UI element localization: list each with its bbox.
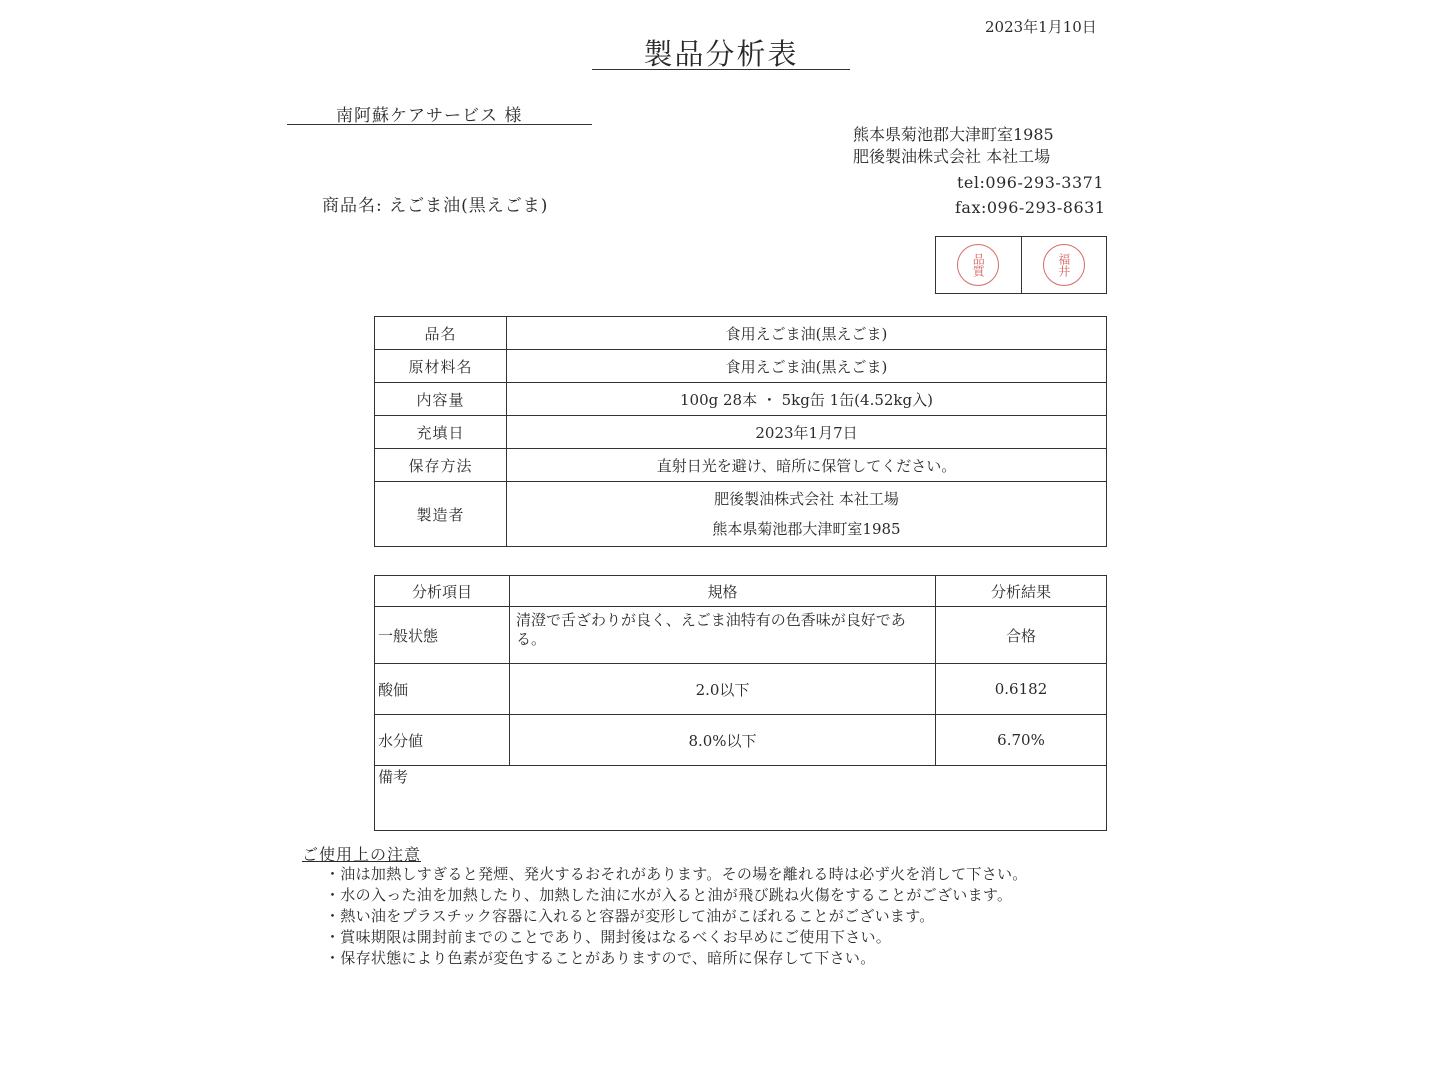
- analysis-item: 水分値: [375, 715, 510, 766]
- analysis-spec: 8.0%以下: [510, 715, 936, 766]
- document-title: 製品分析表: [643, 37, 799, 71]
- product-info-table: [374, 316, 1107, 547]
- row-value: 100g 28本 ・ 5kg缶 1缶(4.52kg入): [507, 383, 1107, 416]
- row-label: 保存方法: [375, 449, 507, 482]
- remarks-cell: 備考: [375, 766, 1107, 831]
- recipient: 南阿蘇ケアサービス 様: [336, 106, 523, 126]
- manufacturer-value: [507, 482, 1107, 547]
- header-cell: 規格: [510, 576, 936, 607]
- table-header-row: [375, 576, 1107, 607]
- row-value: 2023年1月7日: [507, 416, 1107, 449]
- notes-list: [325, 864, 1028, 969]
- row-value: 食用えごま油(黒えごま): [507, 350, 1107, 383]
- company-name: 肥後製油株式会社 本社工場: [853, 147, 1051, 166]
- row-label: 充填日: [375, 416, 507, 449]
- row-label: 原材料名: [375, 350, 507, 383]
- manufacturer-name: 肥後製油株式会社 本社工場: [714, 490, 899, 508]
- row-label: 品名: [375, 317, 507, 350]
- analysis-spec: 清澄で舌ざわりが良く、えごま油特有の色香味が良好である。: [510, 607, 936, 664]
- table-row: [375, 607, 1107, 664]
- stamp-cell-2: [1021, 237, 1107, 293]
- table-row: [375, 482, 1107, 547]
- list-item: ・水の入った油を加熱したり、加熱した油に水が入ると油が飛び跳ね火傷をすることがございます。: [325, 886, 1013, 904]
- seal-stamp-icon: 福井: [1043, 244, 1085, 286]
- header-cell: 分析項目: [375, 576, 510, 607]
- remarks-row: [375, 766, 1107, 831]
- table-row: [375, 350, 1107, 383]
- list-item: ・保存状態により色素が変色することがありますので、暗所に保存して下さい。: [325, 949, 876, 967]
- product-name-line: 商品名: えごま油(黒えごま): [322, 196, 549, 216]
- company-tel: tel:096-293-3371: [957, 173, 1105, 192]
- table-row: [375, 416, 1107, 449]
- table-row: [375, 383, 1107, 416]
- notes-title: ご使用上の注意: [302, 845, 422, 864]
- analysis-table: [374, 575, 1107, 831]
- row-label: 内容量: [375, 383, 507, 416]
- analysis-result: 合格: [936, 607, 1107, 664]
- company-address: 熊本県菊池郡大津町室1985: [853, 125, 1054, 144]
- row-value: 直射日光を避け、暗所に保管してください。: [507, 449, 1107, 482]
- contact-block: [955, 170, 1105, 220]
- stamp-cell-1: [936, 237, 1021, 293]
- analysis-result: 0.6182: [936, 664, 1107, 715]
- table-row: [375, 715, 1107, 766]
- table-row: [375, 449, 1107, 482]
- document-date: 2023年1月10日: [985, 18, 1097, 36]
- list-item: ・油は加熱しすぎると発煙、発火するおそれがあります。その場を離れる時は必ず火を消して下さい。: [325, 865, 1028, 883]
- analysis-spec: 2.0以下: [510, 664, 936, 715]
- analysis-result: 6.70%: [936, 715, 1107, 766]
- table-row: [375, 664, 1107, 715]
- company-block: [853, 124, 1054, 168]
- seal-stamp-icon: 品質: [957, 244, 999, 286]
- row-label: 製造者: [375, 482, 507, 547]
- company-fax: fax:096-293-8631: [955, 198, 1106, 217]
- recipient-underline: [287, 124, 592, 125]
- list-item: ・賞味期限は開封前までのことであり、開封後はなるべくお早めにご使用下さい。: [325, 928, 892, 946]
- table-row: [375, 317, 1107, 350]
- manufacturer-address: 熊本県菊池郡大津町室1985: [712, 520, 901, 538]
- analysis-item: 酸価: [375, 664, 510, 715]
- title-underline: [592, 69, 850, 70]
- row-value: 食用えごま油(黒えごま): [507, 317, 1107, 350]
- stamp-box: [935, 236, 1107, 294]
- header-cell: 分析結果: [936, 576, 1107, 607]
- analysis-item: 一般状態: [375, 607, 510, 664]
- list-item: ・熱い油をプラスチック容器に入れると容器が変形して油がこぼれることがございます。: [325, 907, 935, 925]
